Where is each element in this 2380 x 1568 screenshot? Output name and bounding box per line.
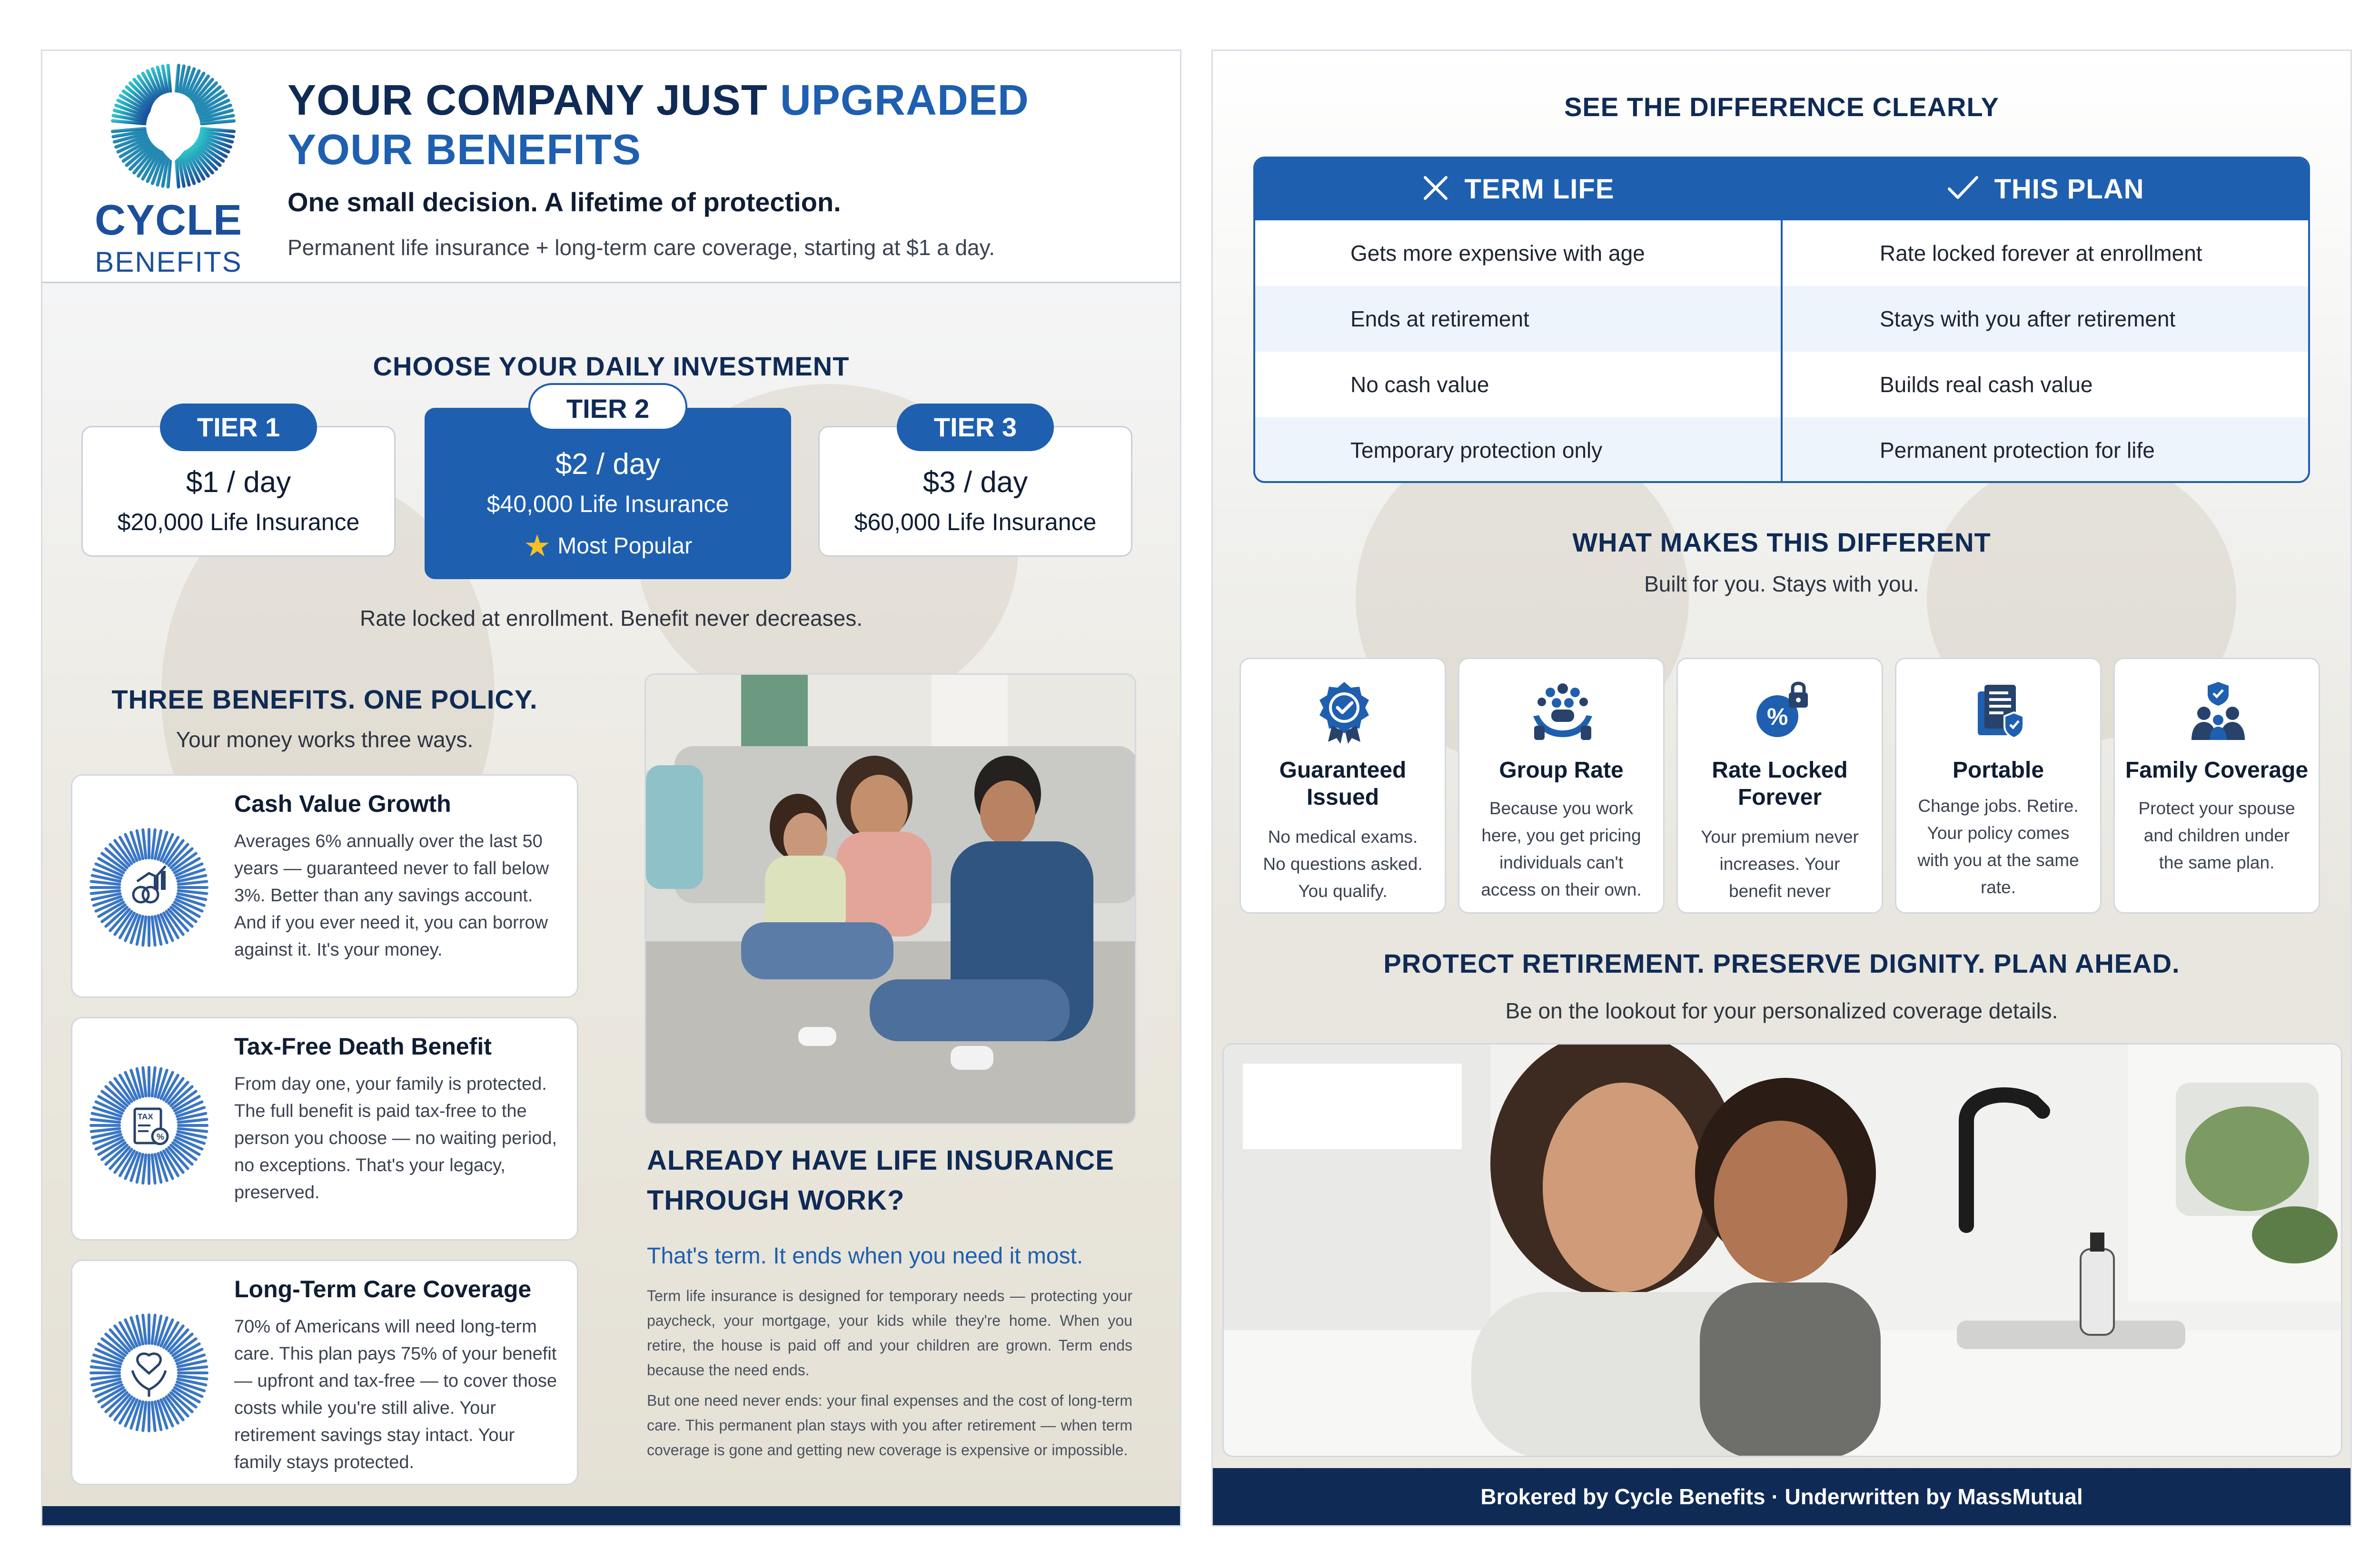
tagline: One small decision. A lifetime of protection. xyxy=(288,187,841,217)
mother-child-photo xyxy=(1222,1043,2342,1457)
portable-documents-icon xyxy=(1966,678,2033,745)
description: Permanent life insurance + long-term care coverage, starting at $1 a day. xyxy=(288,235,995,260)
care-hands-icon xyxy=(89,1313,208,1432)
tier-2-badge: TIER 2 xyxy=(528,383,687,431)
different-subheading: Built for you. Stays with you. xyxy=(1644,572,1919,596)
title-text: YOUR COMPANY JUST xyxy=(288,77,780,124)
benefit-body: From day one, your family is protected. The full benefit is paid tax-free to the person you choose — no waiting period, no exceptions. That's your legacy, preserved. xyxy=(234,1074,557,1203)
star-icon: ★ xyxy=(523,529,551,563)
benefit-title: Long-Term Care Coverage xyxy=(234,1276,532,1302)
cash-growth-icon xyxy=(89,828,208,947)
svg-text:%: % xyxy=(157,1132,165,1142)
benefit-title: Tax-Free Death Benefit xyxy=(234,1033,492,1060)
family-shield-icon xyxy=(2185,678,2251,745)
tier-2-card[interactable] xyxy=(425,394,791,579)
comparison-table xyxy=(1253,157,2310,483)
checkmark-icon xyxy=(1946,174,1980,202)
feature-body: Change jobs. Retire. Your policy comes with you at the same rate. xyxy=(1917,796,2079,897)
tier-3-price: $3 / day xyxy=(922,466,1028,499)
page-title xyxy=(288,76,1097,175)
tier-3-badge: TIER 3 xyxy=(897,404,1054,451)
plan-cell: Rate locked forever at enrollment xyxy=(1880,241,2202,266)
benefits-heading: THREE BENEFITS. ONE POLICY. xyxy=(111,684,538,714)
logo-wordmark-primary: CYCLE xyxy=(94,197,243,244)
group-people-icon xyxy=(1529,678,1596,745)
feature-title: Portable xyxy=(1952,758,2044,783)
close-icon xyxy=(1421,174,1450,202)
most-popular-label xyxy=(426,528,790,564)
feature-card-rate-locked xyxy=(1676,658,1883,914)
feature-card-group-rate xyxy=(1458,658,1665,914)
comparison-heading: SEE THE DIFFERENCE CLEARLY xyxy=(1564,92,1999,122)
term-cell: Temporary protection only xyxy=(1350,438,1603,463)
feature-card-portable xyxy=(1895,658,2102,914)
header-divider xyxy=(42,282,1180,283)
benefit-card-death-benefit xyxy=(71,1017,578,1241)
tier-2-amount: $40,000 Life Insurance xyxy=(486,491,729,517)
feature-card-guaranteed xyxy=(1240,658,1446,914)
tier-3-card[interactable] xyxy=(818,412,1132,557)
term-cell: Gets more expensive with age xyxy=(1350,241,1645,266)
feature-title: Group Rate xyxy=(1499,758,1624,783)
term-life-header-label: TERM LIFE xyxy=(1464,174,1615,205)
title-highlight: UPGRADED xyxy=(780,77,1029,124)
feature-body: Because you work here, you get pricing individuals can't access on their own. xyxy=(1481,799,1642,899)
benefit-card-cash-value xyxy=(71,774,578,998)
tax-document-icon xyxy=(89,1066,208,1185)
guaranteed-badge-icon xyxy=(1311,678,1378,745)
feature-title: Rate Locked Forever xyxy=(1712,758,1848,810)
feature-card-family xyxy=(2113,658,2320,914)
already-heading: ALREADY HAVE LIFE INSURANCE THROUGH WORK? xyxy=(647,1145,1114,1216)
protect-heading: PROTECT RETIREMENT. PRESERVE DIGNITY. PLAN AHEAD. xyxy=(1383,948,2180,978)
cycle-logo-icon xyxy=(110,63,237,189)
term-cell: No cash value xyxy=(1350,372,1489,397)
tier-1-price: $1 / day xyxy=(186,466,291,499)
tier-1-badge: TIER 1 xyxy=(160,404,317,451)
feature-title: Guaranteed Issued xyxy=(1279,758,1407,810)
feature-body: Your premium never increases. Your benefit never xyxy=(1701,827,1859,901)
rate-locked-note: Rate locked at enrollment. Benefit never decreases. xyxy=(359,606,863,631)
tier-3-amount: $60,000 Life Insurance xyxy=(854,509,1097,535)
benefit-card-long-term-care xyxy=(71,1260,578,1485)
protect-subheading: Be on the lookout for your personalized coverage details. xyxy=(1505,998,2058,1023)
comparison-divider xyxy=(1781,158,1783,481)
plan-cell: Builds real cash value xyxy=(1880,372,2093,397)
plan-cell: Permanent protection for life xyxy=(1880,438,2155,463)
feature-title: Family Coverage xyxy=(2125,758,2309,783)
tier-2-price: $2 / day xyxy=(555,448,661,481)
family-photo xyxy=(645,673,1136,1124)
already-paragraph-1: Term life insurance is designed for temporary needs — protecting your paycheck, your mortgage, your kids while they're home. When you retire, the house is paid off and your children are grown. Term ends because the need ends. xyxy=(647,1287,1132,1379)
tier-1-amount: $20,000 Life Insurance xyxy=(117,509,360,535)
most-popular-text: Most Popular xyxy=(557,533,693,559)
already-paragraph-2: But one need never ends: your final expenses and the cost of long-term care. This permanent plan stays with you after retirement — when term coverage is gone and getting new coverage is expensive or impossible. xyxy=(647,1392,1132,1459)
title-text-line2: YOUR BENEFITS xyxy=(288,126,642,174)
plan-cell: Stays with you after retirement xyxy=(1880,306,2176,331)
left-footer-bar xyxy=(42,1506,1180,1525)
svg-text:TAX: TAX xyxy=(138,1112,153,1121)
benefits-subheading: Your money works three ways. xyxy=(176,727,474,752)
tier-1-card[interactable] xyxy=(81,412,396,557)
footer-bar: Brokered by Cycle Benefits · Underwritten by MassMutual xyxy=(1213,1468,2350,1525)
logo-wordmark-secondary: BENEFITS xyxy=(95,246,242,278)
this-plan-header xyxy=(1783,158,2308,220)
right-page xyxy=(1211,49,2352,1527)
benefit-title: Cash Value Growth xyxy=(234,790,451,817)
feature-body: Protect your spouse and children under the same plan. xyxy=(2138,799,2295,872)
svg-text:%: % xyxy=(1767,703,1788,730)
benefit-body: Averages 6% annually over the last 50 years — guaranteed never to fall below 3%. Better than any savings account. And if you ever need it, you can borrow against it. It's your money. xyxy=(234,831,549,960)
investment-heading: CHOOSE YOUR DAILY INVESTMENT xyxy=(373,351,850,381)
term-life-header xyxy=(1255,158,1781,220)
term-cell: Ends at retirement xyxy=(1350,306,1529,331)
already-subheading: That's term. It ends when you need it most. xyxy=(647,1243,1083,1269)
this-plan-header-label: THIS PLAN xyxy=(1994,174,2144,205)
different-heading: WHAT MAKES THIS DIFFERENT xyxy=(1572,527,1991,557)
left-page xyxy=(41,49,1181,1527)
rate-lock-icon xyxy=(1748,678,1815,745)
benefit-body: 70% of Americans will need long-term care. This plan pays 75% of your benefit — upfront and tax-free — to cover those costs while you're still alive. Your retirement savings stay intact. Your family stays protected. xyxy=(234,1317,557,1472)
feature-body: No medical exams. No questions asked. You qualify. xyxy=(1263,827,1423,901)
